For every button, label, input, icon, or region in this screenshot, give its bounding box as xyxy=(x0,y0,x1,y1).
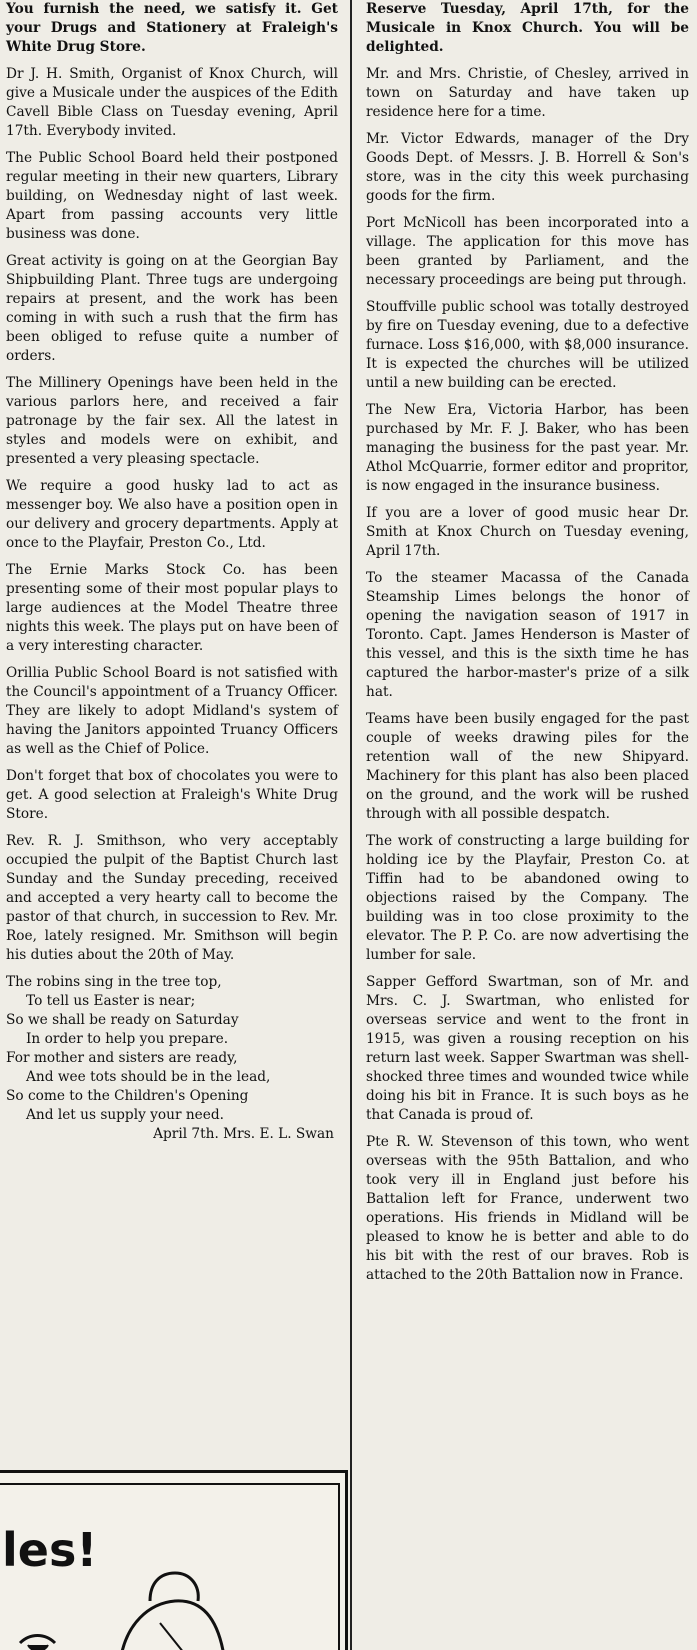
poem-signature: April 7th. Mrs. E. L. Swan xyxy=(153,1126,334,1142)
easter-poem xyxy=(6,973,338,1144)
poem-line: And wee tots should be in the lead, xyxy=(26,1069,271,1085)
poem-line: In order to help you prepare. xyxy=(26,1031,229,1047)
news-item: Mr. Victor Edwards, manager of the Dry Goods Dept. of Messrs. J. B. Horrell & Son's store, was in the city this week purchasing goods for the firm. xyxy=(366,131,689,204)
column-divider xyxy=(350,0,352,1650)
news-item: To the steamer Macassa of the Canada Steamship Limes belongs the honor of opening the navigation season of 1917 in Toronto. Capt. James Henderson is Master of this vessel, and this is the sixth time he has captured the harbor-master's prize of a silk hat. xyxy=(366,570,689,700)
advertisement-fragment xyxy=(0,1470,348,1650)
news-item: We require a good husky lad to act as messenger boy. We also have a position open in our delivery and grocery departments. Apply at once to the Playfair, Preston Co., Ltd. xyxy=(6,478,338,551)
news-item: Stouffville public school was totally destroyed by fire on Tuesday evening, due to a defective furnace. Loss $16,000, with $8,000 insurance. It is expected the churches will be utilized until a new building can be erected. xyxy=(366,299,689,391)
left-column xyxy=(6,0,338,1144)
news-item: Rev. R. J. Smithson, who very acceptably occupied the pulpit of the Baptist Church last Sunday and the Sunday preceding, received and accepted a very hearty call to become the pastor of that church, in succession to Rev. Mr. Roe, lately resigned. Mr. Smithson will begin his duties about the 20th of May. xyxy=(6,833,338,963)
poem-line: The robins sing in the tree top, xyxy=(6,974,222,990)
news-item: Teams have been busily engaged for the past couple of weeks drawing piles for the retention wall of the new Shipyard. Machinery for this plant has also been placed on the ground, and the work will be rushed through with all possible despatch. xyxy=(366,711,689,822)
right-column xyxy=(366,0,689,1285)
news-item: The Public School Board held their postponed regular meeting in their new quarters, Library building, on Wednesday night of last week. Apart from passing accounts very little business was done. xyxy=(6,150,338,242)
news-item: The New Era, Victoria Harbor, has been purchased by Mr. F. J. Baker, who has been managing the business for the past year. Mr. Athol McQuarrie, former editor and propritor, is now engaged in the insurance business. xyxy=(366,402,689,494)
news-item: Dr J. H. Smith, Organist of Knox Church, will give a Musicale under the auspices of the Edith Cavell Bible Class on Tuesday evening, April 17th. Everybody invited. xyxy=(6,66,338,139)
news-item: If you are a lover of good music hear Dr. Smith at Knox Church on Tuesday evening, April 17th. xyxy=(366,505,689,559)
news-item: Don't forget that box of chocolates you were to get. A good selection at Fraleigh's White Drug Store. xyxy=(6,768,338,822)
advertisement-headline: les! xyxy=(2,1523,98,1577)
news-item: Reserve Tuesday, April 17th, for the Musicale in Knox Church. You will be delighted. xyxy=(366,1,689,55)
news-item: The work of constructing a large building for holding ice by the Playfair, Preston Co. at Tiffin had to be abandoned owing to objections raised by the Company. The building was in too close proximity to the elevator. The P. P. Co. are now advertising the lumber for sale. xyxy=(366,833,689,963)
news-item: Pte R. W. Stevenson of this town, who went overseas with the 95th Battalion, and who took very ill in England just before his Battalion left for France, underwent two operations. His friends in Midland will be pleased to know he is better and able to do his bit with the rest of our braves. Rob is attached to the 20th Battalion now in France. xyxy=(366,1134,689,1283)
poem-line: So come to the Children's Opening xyxy=(6,1088,249,1104)
news-item: Sapper Gefford Swartman, son of Mr. and Mrs. C. J. Swartman, who enlisted for overseas service and went to the front in 1915, was given a rousing reception on his return last week. Sapper Swartman was shell-shocked three times and wounded twice while doing his bit in France. It is such boys as he that Canada is proud of. xyxy=(366,974,689,1123)
news-item: Orillia Public School Board is not satisfied with the Council's appointment of a Truancy Officer. They are likely to adopt Midland's system of having the Janitors appointed Truancy Officers as well as the Chief of Police. xyxy=(6,665,338,757)
poem-line: And let us supply your need. xyxy=(26,1107,224,1123)
advertisement-illustration xyxy=(0,1473,345,1650)
news-item: Great activity is going on at the Georgian Bay Shipbuilding Plant. Three tugs are undergoing repairs at present, and the work has been coming in with such a rush that the firm has been obliged to refuse quite a number of orders. xyxy=(6,253,338,364)
news-item: The Millinery Openings have been held in the various parlors here, and received a fair patronage by the fair sex. All the latest in styles and models were on exhibit, and presented a very pleasing spectacle. xyxy=(6,375,338,467)
news-item: The Ernie Marks Stock Co. has been presenting some of their most popular plays to large audiences at the Model Theatre three nights this week. The plays put on have been of a very interesting character. xyxy=(6,562,338,654)
poem-line: For mother and sisters are ready, xyxy=(6,1050,238,1066)
news-item: You furnish the need, we satisfy it. Get your Drugs and Stationery at Fraleigh's White Drug Store. xyxy=(6,1,338,55)
poem-line: So we shall be ready on Saturday xyxy=(6,1012,239,1028)
poem-line: To tell us Easter is near; xyxy=(26,993,196,1009)
news-item: Port McNicoll has been incorporated into a village. The application for this move has been granted by Parliament, and the necessary proceedings are being put through. xyxy=(366,215,689,288)
news-item: Mr. and Mrs. Christie, of Chesley, arrived in town on Saturday and have taken up residence here for a time. xyxy=(366,66,689,120)
